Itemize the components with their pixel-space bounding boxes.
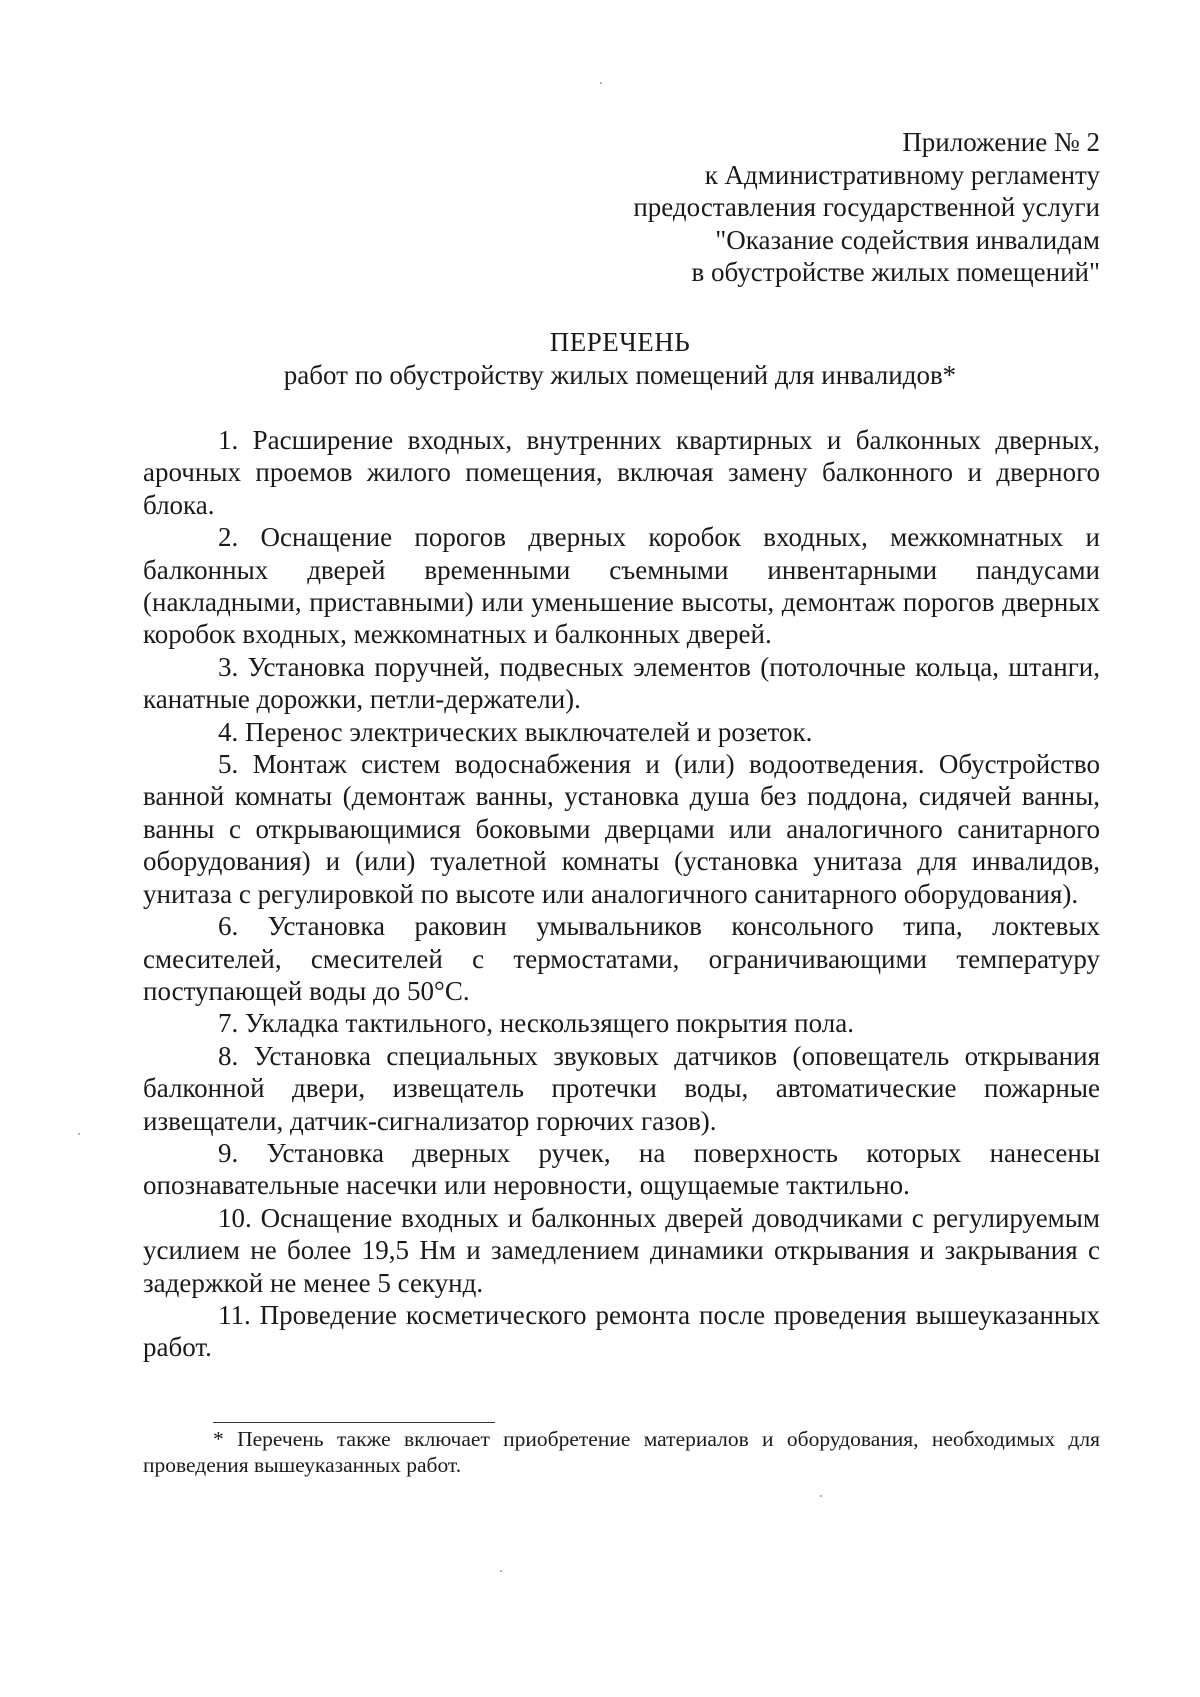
appendix-header (400, 126, 1100, 289)
appendix-line-5: в обустройстве жилых помещений" (691, 257, 1100, 287)
footnote-divider (213, 1422, 495, 1423)
list-item: 11. Проведение косметического ремонта после проведения вышеуказанных работ. (143, 1299, 1100, 1363)
list-item: 2. Оснащение порогов дверных коробок входных, межкомнатных и балконных дверей временными съемными инвентарными пандусами (накладными, приставными) или уменьшение высоты, демонтаж порогов дверных коробок входных, межкомнатных и балконных дверей. (143, 522, 1100, 650)
list-item: 3. Установка поручней, подвесных элементов (потолочные кольца, штанги, канатные дорожки, петли-держатели). (143, 651, 1100, 715)
footnote-text: * Перечень также включает приобретение материалов и оборудования, необходимых для проведения вышеуказанных работ. (143, 1427, 1100, 1477)
list-item: 10. Оснащение входных и балконных дверей доводчиками с регулируемым усилием не более 19,5 Нм и замедлением динамики открывания и закрывания с задержкой не менее 5 секунд. (143, 1202, 1100, 1298)
works-list (143, 424, 1100, 1364)
scan-speck (78, 1133, 80, 1135)
appendix-line-4: "Оказание содействия инвалидам (715, 224, 1100, 255)
list-item: 6. Установка раковин умывальников консольного типа, локтевых смесителей, смесителей с термостатами, ограничивающими температуру поступающей воды до 50°С. (143, 911, 1100, 1006)
list-item: 8. Установка специальных звуковых датчиков (оповещатель открывания балконной двери, извещатель протечки воды, автоматические пожарные извещатели, датчик-сигнализатор горючих газов). (143, 1040, 1100, 1136)
list-item: 1. Расширение входных, внутренних квартирных и балконных дверных, арочных проемов жилого помещения, включая замену балконного и дверного блока. (143, 425, 1100, 520)
list-item: 4. Перенос электрических выключателей и розеток. (218, 716, 813, 747)
document-subtitle: работ по обустройству жилых помещений для инвалидов* (283, 360, 957, 390)
appendix-line-1: Приложение № 2 (902, 127, 1100, 157)
scan-speck (600, 82, 602, 84)
appendix-line-2: к Административному регламенту (704, 159, 1100, 190)
scan-speck (820, 1495, 822, 1497)
appendix-line-3: предоставления государственной услуги (633, 192, 1100, 222)
scan-speck (500, 1570, 502, 1572)
list-item: 7. Укладка тактильного, нескользящего покрытия пола. (218, 1008, 854, 1039)
footnote (143, 1426, 1100, 1478)
list-item: 5. Монтаж систем водоснабжения и (или) водоотведения. Обустройство ванной комнаты (демонтаж ванны, установка душа без поддона, сидячей ванны, ванны с открывающимися боковыми дверцами или аналогичного санитарного оборудования) и (или) туалетной комнаты (установка унитаза для инвалидов, унитаза с регулировкой по высоте или аналогичного санитарного оборудования). (143, 749, 1100, 909)
document-title: ПЕРЕЧЕНЬ (549, 327, 691, 357)
list-item: 9. Установка дверных ручек, на поверхность которых нанесены опознавательные насечки или неровности, ощущаемые тактильно. (143, 1137, 1100, 1201)
